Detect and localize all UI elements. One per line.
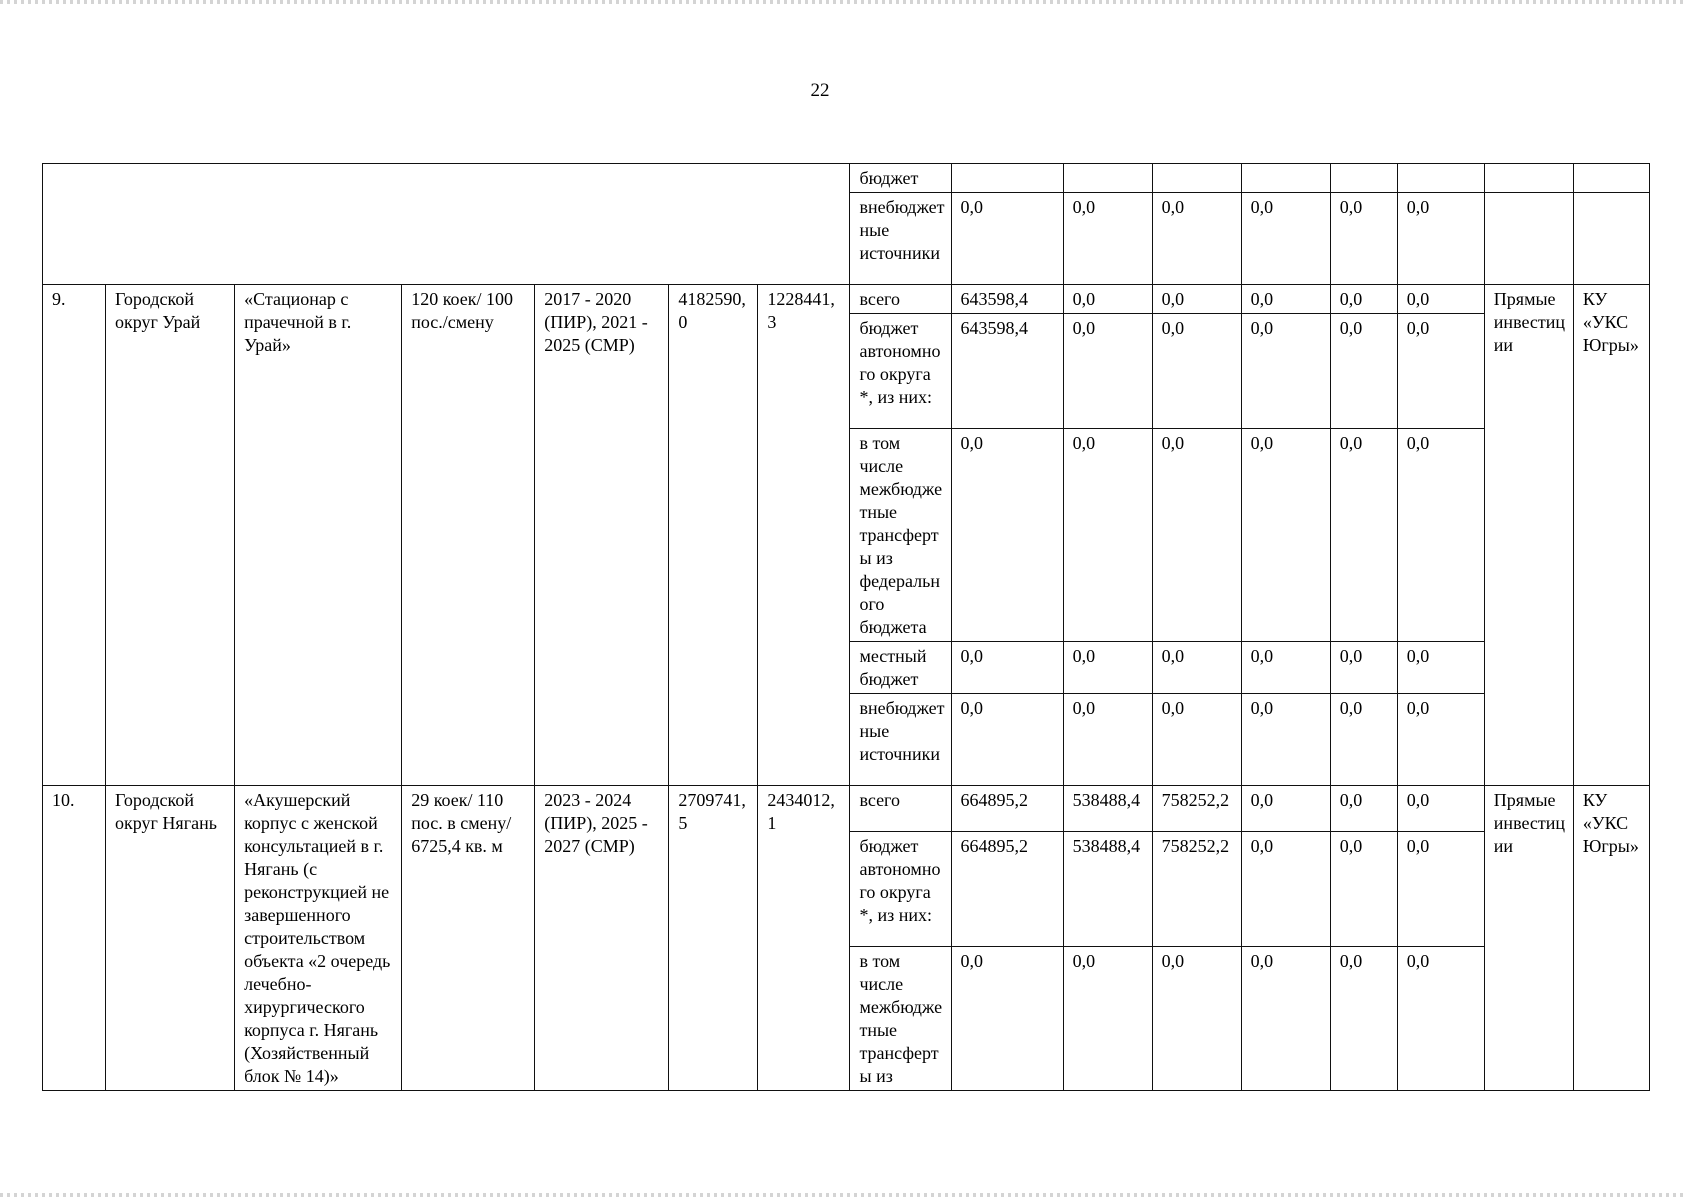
source-label: бюджет [850, 164, 951, 193]
value-cell [951, 164, 1063, 193]
value-cell: 0,0 [951, 429, 1063, 642]
value-cell: 0,0 [1330, 429, 1397, 642]
value-cell: 758252,2 [1152, 786, 1241, 832]
value-cell: 0,0 [1330, 947, 1397, 1091]
total-cost-cell: 2709741,5 [669, 786, 758, 1091]
value-cell: 0,0 [1241, 193, 1330, 285]
value-cell: 0,0 [1330, 285, 1397, 314]
value-cell: 0,0 [1330, 832, 1397, 947]
table-row [43, 285, 1650, 314]
value-cell: 0,0 [1152, 694, 1241, 786]
remaining-cost-cell: 2434012,1 [758, 786, 850, 1091]
value-cell: 0,0 [1063, 429, 1152, 642]
value-cell: 0,0 [951, 193, 1063, 285]
value-cell: 0,0 [951, 947, 1063, 1091]
value-cell: 0,0 [1397, 786, 1484, 832]
value-cell: 0,0 [1063, 947, 1152, 1091]
value-cell: 0,0 [1063, 642, 1152, 694]
source-label: в том числе межбюджетные трансферты из [850, 947, 951, 1091]
period-cell: 2017 - 2020 (ПИР), 2021 - 2025 (СМР) [535, 285, 669, 786]
value-cell: 0,0 [1241, 832, 1330, 947]
scan-edge-top [0, 0, 1686, 4]
value-cell: 0,0 [951, 642, 1063, 694]
value-cell: 0,0 [1241, 642, 1330, 694]
table-row [43, 786, 1650, 832]
row-number: 10. [43, 786, 106, 1091]
value-cell: 0,0 [1152, 285, 1241, 314]
value-cell: 0,0 [1241, 429, 1330, 642]
value-cell: 0,0 [1152, 642, 1241, 694]
object-name-cell: «Акушерский корпус с женской консультацией в г. Нягань (с реконструкцией не завершенного строительством объекта «2 очередь лечебно-хирургического корпуса г. Нягань (Хозяйственный блок № 14)» [235, 786, 402, 1091]
value-cell: 0,0 [1152, 314, 1241, 429]
source-label: в том числе межбюджетные трансферты из федерального бюджета [850, 429, 951, 642]
customer-cell: КУ «УКС Югры» [1573, 285, 1649, 786]
blank-cell [1484, 164, 1573, 193]
value-cell: 0,0 [1063, 193, 1152, 285]
source-label: бюджет автономного округа *, из них: [850, 314, 951, 429]
value-cell: 0,0 [1152, 947, 1241, 1091]
table-row [43, 164, 1650, 193]
value-cell: 0,0 [1063, 694, 1152, 786]
value-cell: 758252,2 [1152, 832, 1241, 947]
value-cell: 0,0 [1397, 642, 1484, 694]
value-cell: 0,0 [1241, 314, 1330, 429]
value-cell: 0,0 [1397, 694, 1484, 786]
value-cell: 0,0 [1063, 285, 1152, 314]
capacity-cell: 120 коек/ 100 пос./смену [402, 285, 535, 786]
value-cell: 0,0 [1330, 314, 1397, 429]
page-number: 22 [810, 80, 830, 101]
value-cell: 0,0 [1397, 429, 1484, 642]
value-cell [1397, 164, 1484, 193]
value-cell: 0,0 [1241, 786, 1330, 832]
value-cell: 538488,4 [1063, 786, 1152, 832]
value-cell: 0,0 [1330, 193, 1397, 285]
object-name-cell: «Стационар с прачечной в г. Урай» [235, 285, 402, 786]
total-cost-cell: 4182590,0 [669, 285, 758, 786]
value-cell: 0,0 [1330, 694, 1397, 786]
value-cell: 0,0 [1397, 193, 1484, 285]
customer-cell: КУ «УКС Югры» [1573, 786, 1649, 1091]
value-cell: 0,0 [1397, 832, 1484, 947]
investment-table [42, 163, 1650, 1091]
value-cell: 0,0 [1241, 694, 1330, 786]
value-cell: 0,0 [1397, 285, 1484, 314]
blank-cell [1573, 193, 1649, 285]
value-cell: 643598,4 [951, 314, 1063, 429]
value-cell: 0,0 [1330, 786, 1397, 832]
value-cell [1152, 164, 1241, 193]
remaining-cost-cell: 1228441,3 [758, 285, 850, 786]
capacity-cell: 29 коек/ 110 пос. в смену/ 6725,4 кв. м [402, 786, 535, 1091]
value-cell [1330, 164, 1397, 193]
investment-form-cell: Прямые инвестиции [1484, 285, 1573, 786]
value-cell: 0,0 [951, 694, 1063, 786]
value-cell: 664895,2 [951, 832, 1063, 947]
source-label: местный бюджет [850, 642, 951, 694]
value-cell: 538488,4 [1063, 832, 1152, 947]
period-cell: 2023 - 2024 (ПИР), 2025 - 2027 (СМР) [535, 786, 669, 1091]
source-label: внебюджетные источники [850, 193, 951, 285]
value-cell: 0,0 [1397, 314, 1484, 429]
value-cell: 0,0 [1330, 642, 1397, 694]
row-number: 9. [43, 285, 106, 786]
source-label: всего [850, 285, 951, 314]
value-cell: 0,0 [1063, 314, 1152, 429]
municipality-cell: Городской округ Урай [106, 285, 235, 786]
source-label: всего [850, 786, 951, 832]
value-cell: 0,0 [1241, 947, 1330, 1091]
value-cell: 0,0 [1397, 947, 1484, 1091]
source-label: бюджет автономного округа *, из них: [850, 832, 951, 947]
blank-cell [1573, 164, 1649, 193]
investment-form-cell: Прямые инвестиции [1484, 786, 1573, 1091]
value-cell: 664895,2 [951, 786, 1063, 832]
value-cell [1241, 164, 1330, 193]
value-cell: 643598,4 [951, 285, 1063, 314]
value-cell [1063, 164, 1152, 193]
source-label: внебюджетные источники [850, 694, 951, 786]
value-cell: 0,0 [1152, 193, 1241, 285]
value-cell: 0,0 [1241, 285, 1330, 314]
blank-cell [1484, 193, 1573, 285]
municipality-cell: Городской округ Нягань [106, 786, 235, 1091]
scan-edge-bottom [0, 1193, 1686, 1197]
value-cell: 0,0 [1152, 429, 1241, 642]
continuation-blank-cell [43, 164, 850, 285]
